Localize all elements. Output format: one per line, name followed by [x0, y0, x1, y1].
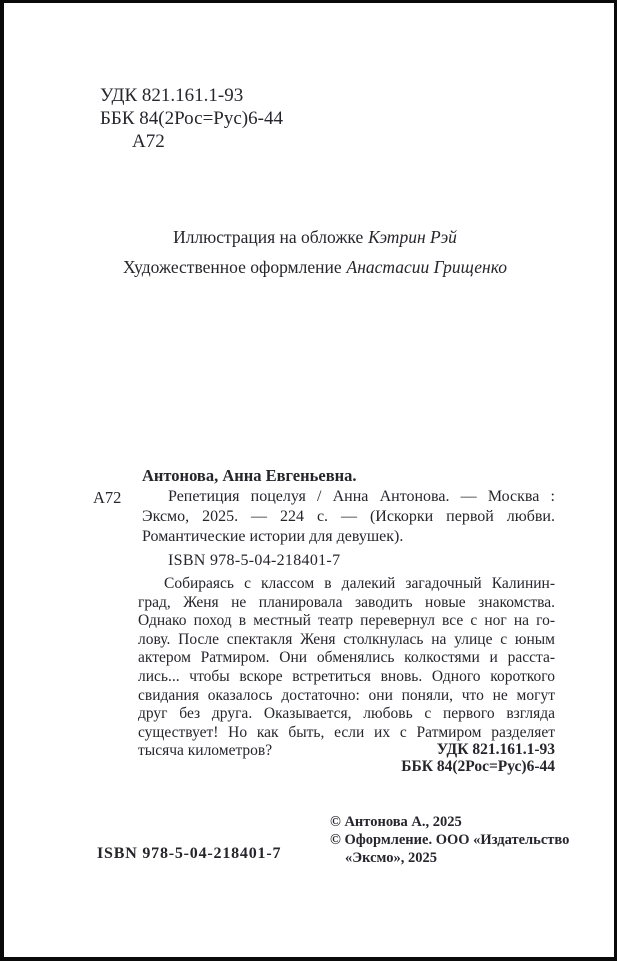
annotation-line: Однако поход в местный театр перевернул все с ног на го-	[138, 612, 555, 630]
copyright-block	[330, 813, 580, 867]
annotation-paragraph	[138, 575, 555, 761]
udk-code-bottom: УДК 821.161.1-93	[436, 741, 555, 758]
catalog-author-heading: Антонова, Анна Евгеньевна.	[142, 466, 357, 485]
bbk-code: ББК 84(2Рос=Рус)6-44	[100, 108, 283, 129]
annotation-line: град, Женя не планировала заводить новые знакомства.	[138, 593, 555, 611]
annotation-line: актером Ратмиром. Они обменялись колкостями и расста-	[138, 649, 555, 667]
catalog-entry	[142, 487, 555, 547]
udk-code: УДК 821.161.1-93	[100, 85, 244, 106]
annotation-line: тысяча километров?	[138, 742, 273, 760]
catalog-entry-line: Репетиция поцелуя / Анна Антонова. — Москва :	[168, 488, 555, 505]
annotation-line: друг без друга. Оказывается, любовь с первого взгляда	[138, 705, 555, 723]
designer-name: Анастасии Грищенко	[346, 257, 507, 277]
copyright-line: «Эксмо», 2025	[345, 850, 437, 866]
design-credit	[75, 252, 555, 282]
author-sign: А72	[132, 131, 165, 152]
design-credit-label: Художественное оформление	[123, 257, 342, 277]
annotation-line: Собираясь с классом в далекий загадочный Калинин-	[164, 575, 555, 592]
cover-artist-name: Кэтрин Рэй	[368, 227, 457, 247]
catalog-entry-line: Романтические истории для девушек).	[142, 528, 404, 545]
annotation-line: существует! Но как быть, если их с Ратмиром разделяет	[138, 723, 555, 741]
top-classification-codes	[100, 84, 283, 153]
catalog-author-sign: А72	[93, 488, 122, 507]
annotation-line: лись... чтобы вскоре встретиться вновь. Одного короткого	[138, 667, 555, 685]
copyright-line: © Антонова А., 2025	[330, 814, 462, 830]
credits-block	[75, 222, 555, 282]
bottom-classification-codes	[401, 742, 555, 775]
catalog-entry-line: Эксмо, 2025. — 224 с. — (Искорки первой любви.	[142, 508, 555, 525]
annotation-line: свидания оказалось достаточно: они поняли, что не могут	[138, 686, 555, 704]
cover-credit-label: Иллюстрация на обложке	[173, 227, 364, 247]
isbn-catalog: ISBN 978-5-04-218401-7	[168, 552, 341, 569]
annotation-line: лову. После спектакля Женя столкнулась на улице с юным	[138, 630, 555, 648]
isbn-footer: ISBN 978-5-04-218401-7	[97, 845, 282, 862]
copyright-line: © Оформление. ООО «Издательство	[330, 832, 570, 848]
bbk-code-bottom: ББК 84(2Рос=Рус)6-44	[401, 757, 555, 775]
cover-credit	[75, 222, 555, 252]
